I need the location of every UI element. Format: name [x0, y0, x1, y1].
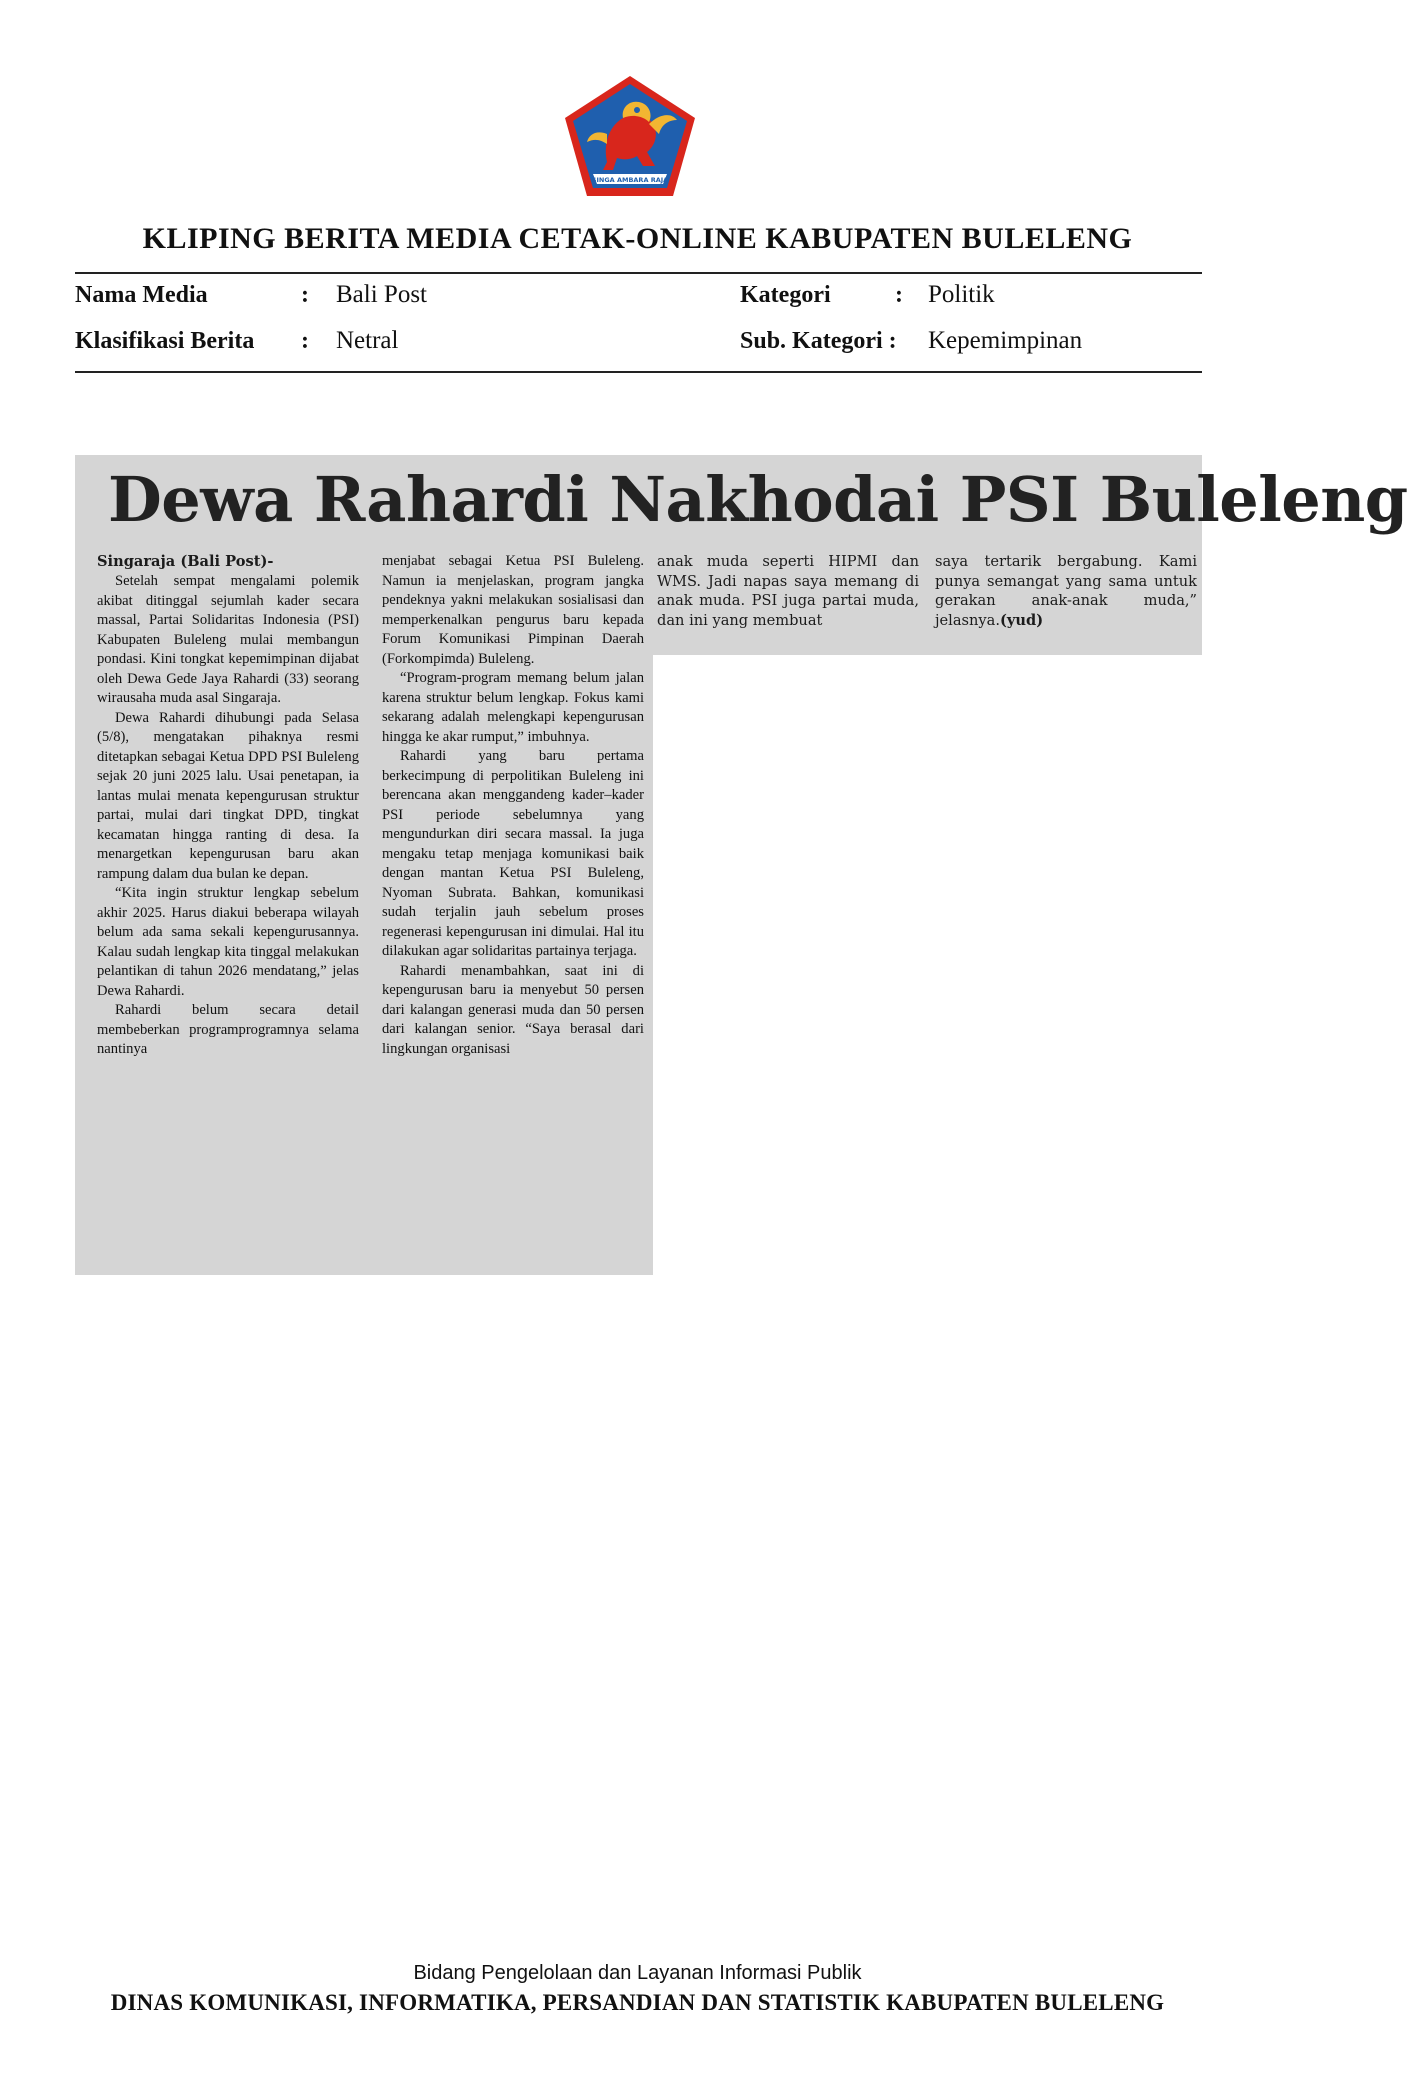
- logo-motto: SINGA AMBARA RAJA: [591, 176, 669, 184]
- article-column-1: [97, 572, 359, 1272]
- klasifikasi-value: Netral: [336, 327, 399, 354]
- article-paragraph: saya tertarik bergabung. Kami punya semangat yang sama untuk gerakan anak-anak muda,” jelasnya.: [935, 553, 1197, 629]
- article-dateline: Singaraja (Bali Post)-: [97, 553, 274, 570]
- document-title: KLIPING BERITA MEDIA CETAK-ONLINE KABUPATEN BULELENG: [142, 222, 1133, 255]
- kategori-value: Politik: [928, 281, 995, 308]
- article-column-3: [657, 552, 919, 630]
- article-paragraph: “Kita ingin struktur lengkap sebelum akhir 2025. Harus diakui beberapa wilayah belum ada sama sekali kepengurusannya. Kalau sudah lengkap kita tinggal melakukan pelantikan di tahun 2026 mendatang,” jelas Dewa Rahardi.: [97, 885, 359, 999]
- article-paragraph: Rahardi menambahkan, saat ini di kepengurusan baru ia menyebut 50 persen dari kalangan generasi muda dan 50 persen dari kalangan senior. “Saya berasal dari lingkungan organisasi: [382, 962, 644, 1057]
- article-column-1-top: [97, 552, 359, 572]
- media-label: Nama Media: [75, 282, 208, 308]
- kategori-label: Kategori: [740, 282, 831, 308]
- kategori-colon: :: [895, 282, 903, 308]
- article-paragraph: Dewa Rahardi dihubungi pada Selasa (5/8), mengatakan pihaknya resmi ditetapkan sebagai Ketua DPD PSI Buleleng sejak 20 juni 2025 lalu. Usai penetapan, ia lantas mulai menata kepengurusan struktur partai, mulai dari tingkat DPD, tingkat kecamatan hingga ranting di desa. Ia menargetkan kepengurusan baru akan rampung dalam dua bulan ke depan.: [97, 709, 359, 882]
- article-paragraph: Rahardi belum secara detail membeberkan programprogramnya selama nantinya: [97, 1002, 359, 1057]
- media-colon: :: [301, 282, 309, 308]
- klasifikasi-label: Klasifikasi Berita: [75, 328, 255, 354]
- klasifikasi-colon: :: [301, 328, 309, 354]
- article-paragraph: Setelah sempat mengalami polemik akibat ditinggal sejumlah kader secara massal, Partai Solidaritas Indonesia (PSI) Kabupaten Buleleng mulai membangun pondasi. Kini tongkat kepemimpinan dijabat oleh Dewa Gede Jaya Rahardi (33) seorang wirausaha muda asal Singaraja.: [97, 573, 359, 706]
- article-paragraph: Rahardi yang baru pertama berkecimpung di perpolitikan Buleleng ini berencana akan menggandeng kader–kader PSI periode sebelumnya yang mengundurkan diri secara massal. Ia juga mengaku tetap menjaga komunikasi baik dengan mantan Ketua PSI Buleleng, Nyoman Subrata. Bahkan, komunikasi sudah terjalin jauh sebelum proses regenerasi kepengurusan ini dimulai. Hal itu dilakukan agar solidaritas partainya terjaga.: [382, 748, 644, 959]
- subkategori-value: Kepemimpinan: [928, 327, 1083, 354]
- media-value: Bali Post: [336, 281, 427, 308]
- top-divider: [75, 272, 1202, 274]
- article-paragraph: “Program-program memang belum jalan karena struktur belum lengkap. Fokus kami sekarang adalah melengkapi kepengurusan hingga ke akar rumput,” imbuhnya.: [382, 670, 644, 745]
- article-paragraph: menjabat sebagai Ketua PSI Buleleng. Namun ia menjelaskan, program jangka pendeknya yakni melakukan sosialisasi dan memperkenalkan pengurus baru kepada Forum Komunikasi Pimpinan Daerah (Forkompimda) Buleleng.: [382, 553, 644, 667]
- footer-agency: DINAS KOMUNIKASI, INFORMATIKA, PERSANDIAN DAN STATISTIK KABUPATEN BULELENG: [110, 1990, 1165, 2015]
- article-byline: (yud): [1000, 611, 1044, 629]
- footer-department: Bidang Pengelolaan dan Layanan Informasi Publik: [413, 1962, 862, 1984]
- article-paragraph: anak muda seperti HIPMI dan WMS. Jadi napas saya memang di anak muda. PSI juga partai muda, dan ini yang membuat: [657, 553, 919, 629]
- article-headline: Dewa Rahardi Nakhodai PSI Buleleng: [108, 463, 1408, 536]
- article-column-2: [382, 552, 644, 1272]
- buleleng-emblem-logo: [563, 74, 697, 200]
- bottom-divider: [75, 371, 1202, 373]
- article-column-4: [935, 552, 1197, 630]
- subkategori-label: Sub. Kategori :: [740, 328, 897, 354]
